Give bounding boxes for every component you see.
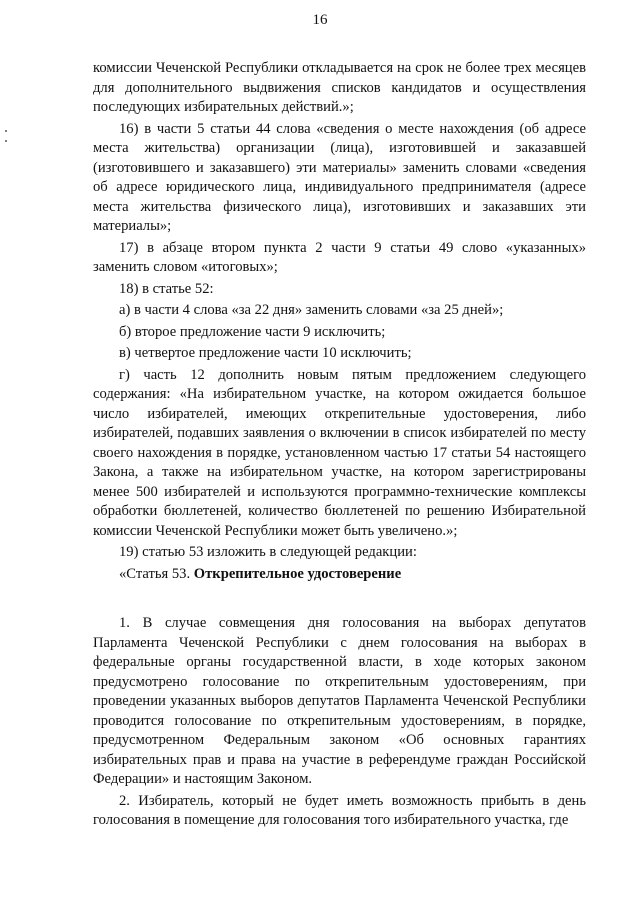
paragraph-subitem-v: в) четвертое предложение части 10 исключить; <box>119 345 412 361</box>
document-body <box>93 59 586 831</box>
paragraph-subitem-a: а) в части 4 слова «за 22 дня» заменить словами «за 25 дней»; <box>119 302 504 318</box>
page-number: 16 <box>312 12 328 28</box>
paragraph-item-17: 17) в абзаце втором пункта 2 части 9 статьи 49 слово «указанных» заменить словом «итоговых»; <box>93 239 586 275</box>
paragraph-item-18: 18) в статье 52: <box>119 280 214 297</box>
article-paragraph-1: 1. В случае совмещения дня голосования на выборах депутатов Парламента Чеченской Республики с днем голосования на выборах в федеральные органы государственной власти, в ходе которых законом предусмотрено голосование по открепительным удостоверениям, при проведении указанных выборов депутатов Парламента Чеченской Республики проводится голосование по открепительным удостоверениям, в порядке, предусмотренном Федеральным законом «Об основных гарантиях избирательных прав и права на участие в референдуме граждан Российской Федерации» и настоящим Законом. <box>93 615 586 787</box>
scan-dot <box>5 130 7 132</box>
paragraph-subitem-g: г) часть 12 дополнить новым пятым предложением следующего содержания: «На избирательном участке, на котором ожидается большое число избирателей, имеющих открепительные удостоверения, либо избирателей, подавших заявления о включении в список избирателей по месту своего нахождения в порядке, установленном частью 17 статьи 54 настоящего Закона, а также на избирательном участке, на котором зарегистрированы менее 500 избирателей и используются программно-технические комплексы обработки бюллетеней, количество бюллетеней по решению Избирательной комиссии Чеченской Республики может быть увеличено.»; <box>93 366 586 539</box>
article-heading-prefix: «Статья 53. <box>119 565 194 582</box>
paragraph-item-16: 16) в части 5 статьи 44 слова «сведения о месте нахождения (об адресе места жительства) организации (лица), изготовившей и заказавшей (изготовившего и заказавшего) эти материалы» заменить словами «сведения об адресе юридического лица, индивидуального предпринимателя (адресе места жительства физического лица), изготовивших и заказавших эти материалы»; <box>93 120 586 234</box>
article-paragraph-2: 2. Избиратель, который не будет иметь возможность прибыть в день голосования в помещение для голосования того избирательного участка, где <box>93 792 586 828</box>
paragraph-item-19: 19) статью 53 изложить в следующей редакции: <box>119 544 417 560</box>
scan-dot <box>5 140 7 142</box>
article-heading <box>93 565 586 585</box>
paragraph-continuation: комиссии Чеченской Республики откладывается на срок не более трех месяцев для дополнительного выдвижения списков кандидатов и осуществления последующих избирательных действий.»; <box>93 60 586 115</box>
paragraph-subitem-b: б) второе предложение части 9 исключить; <box>119 323 386 340</box>
scan-artifact <box>5 130 9 160</box>
article-heading-title: Открепительное удостоверение <box>193 565 402 582</box>
